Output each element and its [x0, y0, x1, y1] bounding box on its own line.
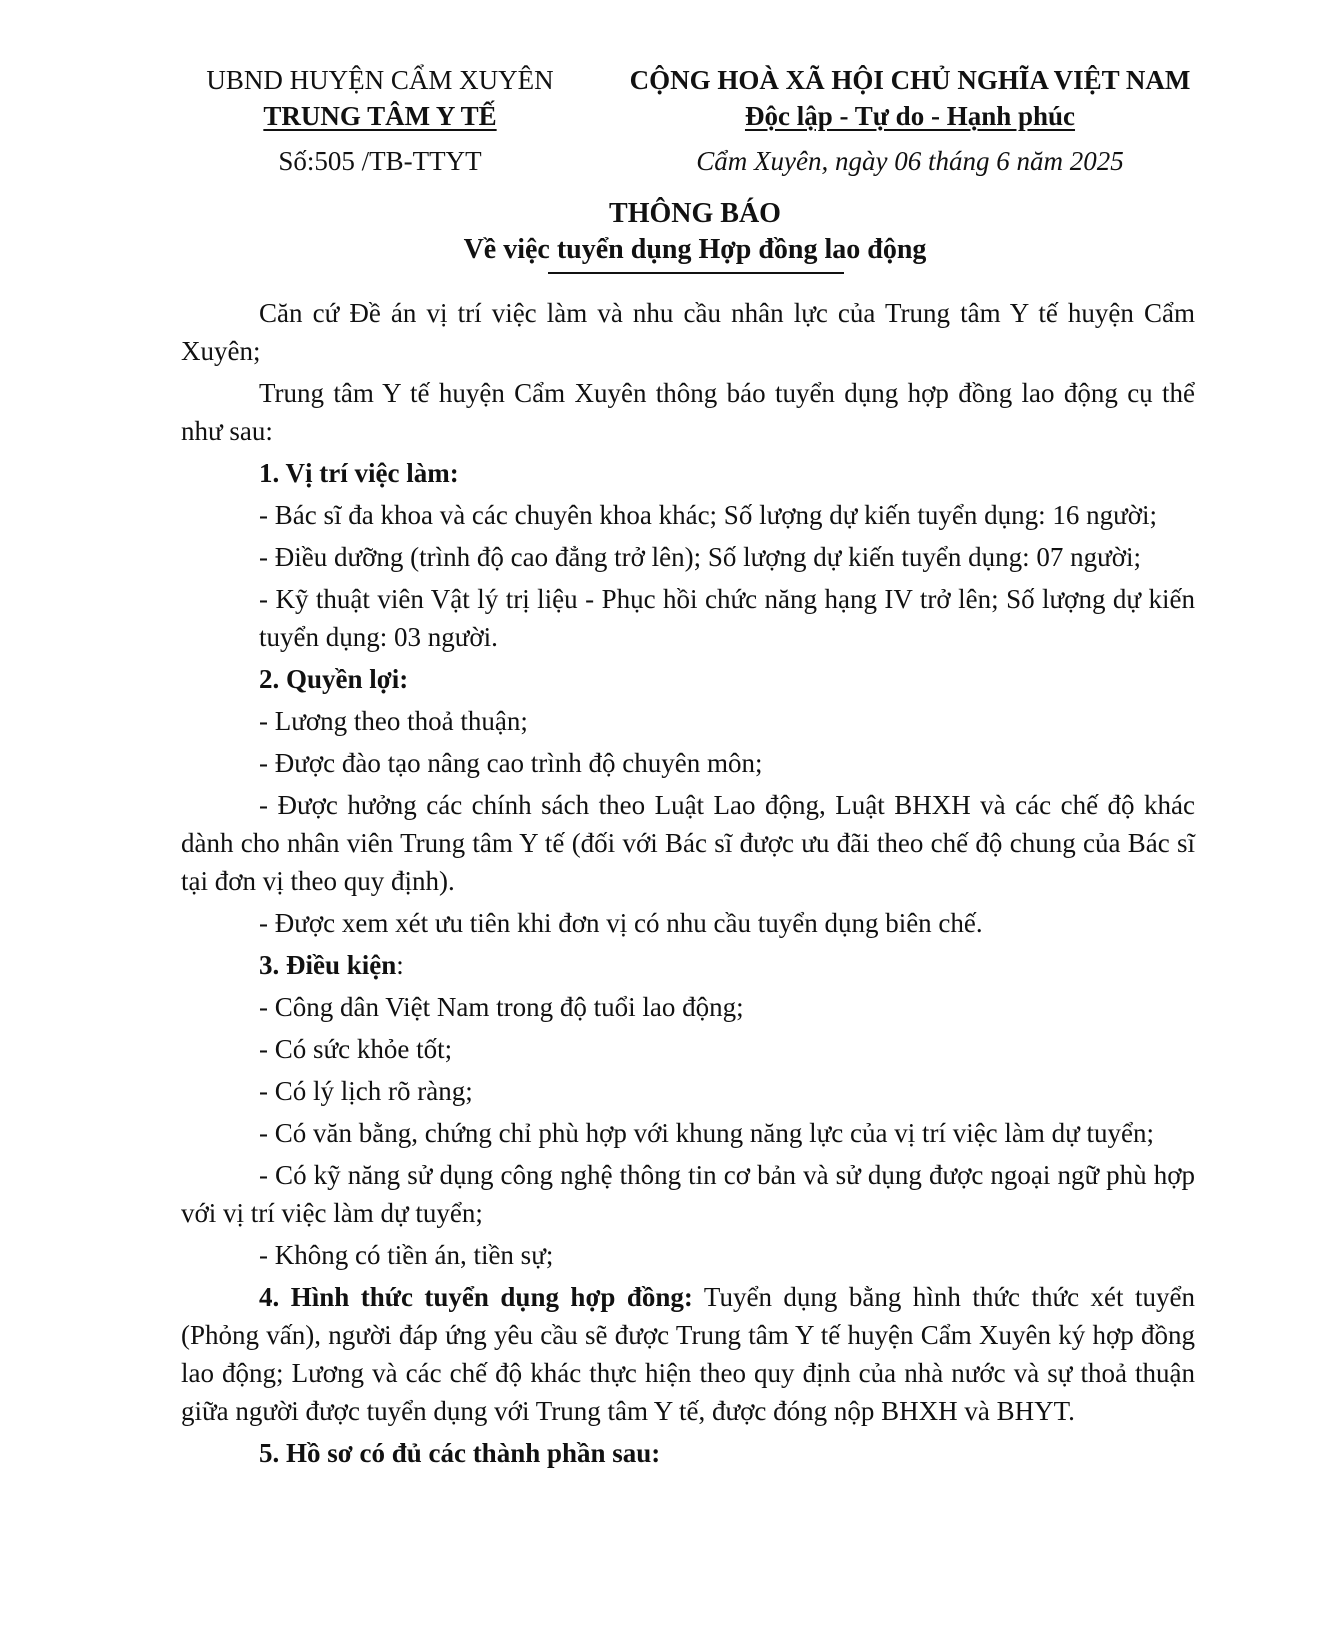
section-4-text: Tuyển dụng bằng hình thức thức xét tuyển (Phỏng vấn), người đáp ứng yêu cầu sẽ được Trung tâm Y tế huyện Cẩm Xuyên ký hợp đồng lao động; Lương và các chế độ khác thực hiện theo quy định của nhà nước và sự thoả thuận giữa người được tuyển dụng với Trung tâm Y tế, được đóng nộp BHXH và BHYT. — [181, 1282, 1195, 1426]
paragraph-basis: Căn cứ Đề án vị trí việc làm và nhu cầu nhân lực của Trung tâm Y tế huyện Cẩm Xuyên; — [181, 298, 1195, 366]
section-1-title: 1. Vị trí việc làm: — [259, 458, 459, 488]
section-4-title: 4. Hình thức tuyển dụng hợp đồng: — [259, 1282, 693, 1312]
national-motto-block — [600, 62, 1220, 134]
place-date: Cẩm Xuyên, ngày 06 tháng 6 năm 2025 — [696, 146, 1124, 176]
section-5-title: 5. Hồ sơ có đủ các thành phần sau: — [259, 1438, 661, 1468]
list-item: - Được đào tạo nâng cao trình độ chuyên môn; — [259, 748, 763, 778]
section-3-label: 3. Điều kiện — [259, 950, 397, 980]
national-motto: Độc lập - Tự do - Hạnh phúc — [744, 101, 1076, 131]
document-title — [170, 196, 1220, 268]
list-item: - Được hưởng các chính sách theo Luật Lao động, Luật BHXH và các chế độ khác dành cho nhân viên Trung tâm Y tế (đối với Bác sĩ được ưu đãi theo chế độ chung của Bác sĩ tại đơn vị theo quy định). — [181, 790, 1195, 896]
national-title: CỘNG HOÀ XÃ HỘI CHỦ NGHĨA VIỆT NAM — [629, 65, 1191, 95]
list-item: - Công dân Việt Nam trong độ tuổi lao động; — [259, 992, 744, 1022]
section-2-title: 2. Quyền lợi: — [259, 664, 409, 694]
list-item: - Điều dưỡng (trình độ cao đẳng trở lên); Số lượng dự kiến tuyển dụng: 07 người; — [259, 542, 1142, 572]
list-item: - Kỹ thuật viên Vật lý trị liệu - Phục hồi chức năng hạng IV trở lên; Số lượng dự kiến tuyển dụng: 03 người. — [259, 584, 1195, 652]
document-body — [181, 294, 1195, 1476]
list-item: - Lương theo thoả thuận; — [259, 706, 528, 736]
list-item: - Bác sĩ đa khoa và các chuyên khoa khác; Số lượng dự kiến tuyển dụng: 16 người; — [259, 500, 1158, 530]
document-number: Số:505 /TB-TTYT — [278, 146, 482, 176]
title-underline — [548, 272, 844, 274]
issuer-block — [170, 62, 590, 134]
list-item: - Có sức khỏe tốt; — [259, 1034, 453, 1064]
title-line2: Về việc tuyển dụng Hợp đồng lao động — [463, 234, 927, 265]
list-item: - Được xem xét ưu tiên khi đơn vị có nhu cầu tuyển dụng biên chế. — [259, 908, 983, 938]
section-3-colon: : — [396, 950, 404, 980]
list-item: - Có văn bằng, chứng chỉ phù hợp với khung năng lực của vị trí việc làm dự tuyển; — [259, 1118, 1155, 1148]
issuer-org: TRUNG TÂM Y TẾ — [263, 101, 497, 131]
paragraph-intro: Trung tâm Y tế huyện Cẩm Xuyên thông báo tuyển dụng hợp đồng lao động cụ thể như sau: — [181, 378, 1195, 446]
list-item: - Có lý lịch rõ ràng; — [259, 1076, 473, 1106]
list-item: - Có kỹ năng sử dụng công nghệ thông tin cơ bản và sử dụng được ngoại ngữ phù hợp với vị trí việc làm dự tuyển; — [181, 1160, 1195, 1228]
title-line1: THÔNG BÁO — [609, 198, 781, 229]
issuer-parent-org: UBND HUYỆN CẨM XUYÊN — [206, 65, 554, 95]
section-3-title — [181, 946, 1195, 984]
section-4 — [181, 1278, 1195, 1430]
list-item: - Không có tiền án, tiền sự; — [259, 1240, 554, 1270]
